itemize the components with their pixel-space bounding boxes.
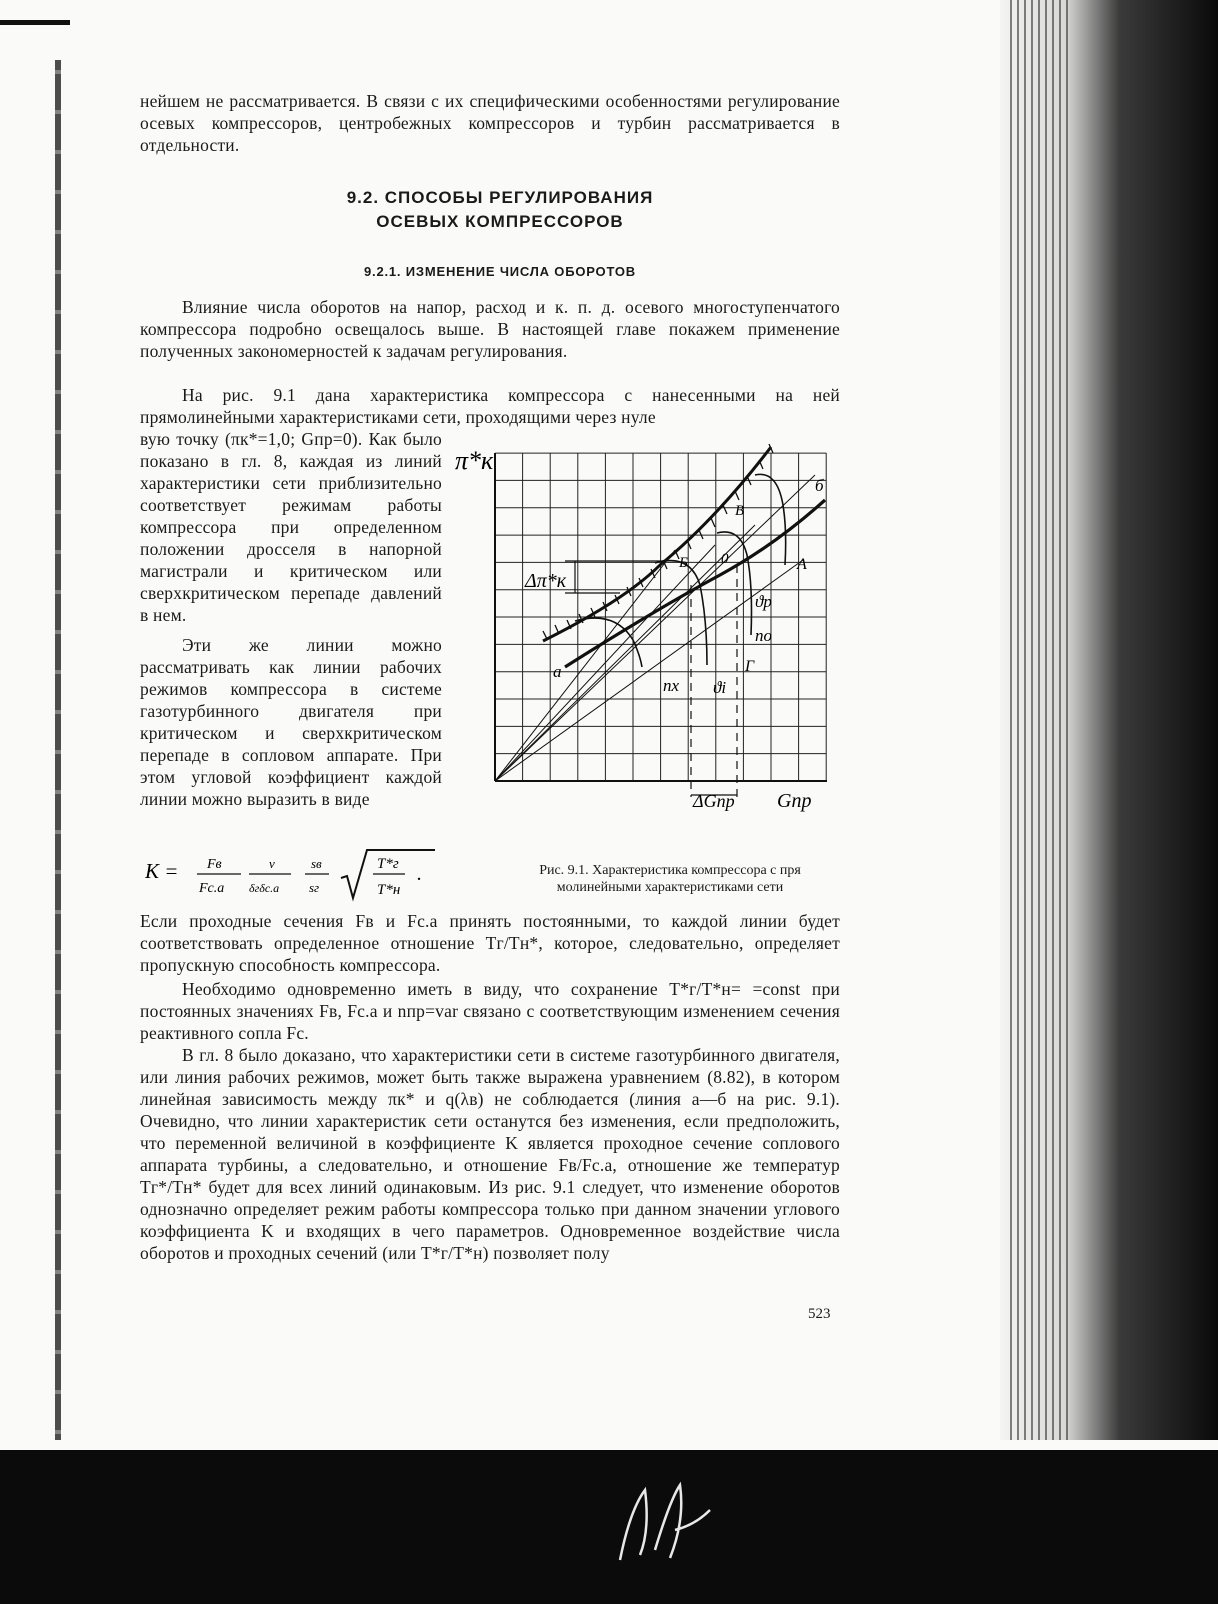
caption-line-2: молинейными характеристиками сети: [556, 880, 784, 895]
coefficient-formula: [145, 848, 455, 908]
scan-edge-mark: [0, 20, 70, 25]
paragraph-5: Необходимо одновременно иметь в виду, что сохранение T*г/T*н= =const при постоянных значениях Fв, Fс.а и nпр=var связано с соответствующим изменением сечения реактивного сопла Fс.: [140, 979, 840, 1043]
formula-f3-num: sв: [311, 856, 322, 871]
label-b-small: б: [815, 476, 824, 495]
formula-f2-num: ν: [269, 856, 275, 871]
y-axis-label: π*к: [455, 446, 494, 475]
figure-caption: [470, 862, 870, 896]
label-B: Б: [679, 555, 688, 571]
formula-lhs: K =: [145, 859, 179, 883]
formula-f4-num: T*г: [377, 856, 399, 872]
formula-f1-num: Fв: [207, 857, 222, 872]
x-axis-label: Gпр: [777, 790, 812, 812]
delta-pi-bracket: [565, 561, 665, 593]
label-theta-p: ϑр: [755, 592, 772, 611]
paragraph-4: Если проходные сечения Fв и Fс.а принять постоянными, то каждой линии будет соответствовать определенное отношение Tг/Tн*, которое, следовательно, определяет пропускную способность компрессора.: [140, 911, 840, 975]
binding-edge: [55, 60, 61, 1440]
paragraph-2-narrow: вую точку (πк*=1,0; Gпр=0). Как было показано в гл. 8, каждая из линий характеристики сети приблизительно соответствует режимам работы компрессора при определенном положении дросселя в напорной магистрали и критическом или сверхкритическом перепаде давлений в нем.: [140, 429, 442, 625]
compressor-characteristic-figure: [455, 435, 855, 835]
page-number: 523: [808, 1306, 831, 1322]
label-G: Г: [745, 658, 755, 675]
section-title-line2: ОСЕВЫХ КОМПРЕССОРОВ: [376, 212, 624, 231]
formula-f2-den: δгδс.а: [249, 881, 280, 895]
label-n-o: nо: [755, 626, 772, 645]
caption-line-1: Рис. 9.1. Характеристика компрессора с пря: [539, 863, 801, 878]
label-a: а: [553, 662, 562, 681]
paragraph-6: В гл. 8 было доказано, что характеристики сети в системе газотурбинного двигателя, или линия рабочих режимов, может быть также выражена уравнением (8.82), в котором линейная зависимость между πк* и q(λв) не соблюдается (линия а—б на рис. 9.1). Очевидно, что линии характеристик сети останутся без изменения, если предположить, что переменной величиной в коэффициенте K является проходное сечение соплового аппарата турбины, а следовательно, и отношение Fв/Fс.а, отношение же температур Tг*/Tн* будет для всех линий одинаковым. Из рис. 9.1 следует, что изменение оборотов однозначно определяет режим работы компрессора только при данном значении углового коэффициента K и входящих в чего параметров. Одновременное воздействие числа оборотов и проходных сечений (или T*г/T*н) позволяет полу: [140, 1045, 840, 1263]
label-V: В: [735, 503, 745, 519]
paragraph-1: Влияние числа оборотов на напор, расход и к. п. д. осевого многоступенчатого компрессора подробно освещалось выше. В настоящей главе покажем применение полученных закономерностей к задачам регулирования.: [140, 297, 840, 361]
label-theta-i: ϑi: [713, 678, 727, 697]
handwritten-mark: [600, 1470, 740, 1570]
page-edge-stripes: [1010, 0, 1070, 1440]
formula-end: .: [417, 863, 422, 885]
delta-pi-label: Δπ*к: [525, 570, 567, 592]
label-n-x: nх: [663, 676, 680, 695]
formula-f4-den: T*н: [377, 882, 401, 898]
paragraph-2-full: На рис. 9.1 дана характеристика компрессора с нанесенными на ней прямолинейными характеристиками сети, проходящими через нуле: [140, 385, 840, 427]
label-O: 0: [721, 551, 729, 567]
formula-f3-den: sг: [309, 880, 320, 895]
section-title-line1: 9.2. СПОСОБЫ РЕГУЛИРОВАНИЯ: [346, 188, 654, 207]
label-A: А: [797, 556, 807, 573]
subsection-title: 9.2.1. ИЗМЕНЕНИЕ ЧИСЛА ОБОРОТОВ: [364, 264, 636, 279]
paragraph-3-narrow: Эти же линии можно рассматривать как линии рабочих режимов компрессора в системе газотурбинного двигателя при критическом и сверхкритическом перепаде в сопловом аппарате. При этом угловой коэффициент каждой линии можно выразить в виде: [140, 635, 442, 809]
intro-paragraph: нейшем не рассматривается. В связи с их специфическими особенностями регулирование осевых компрессоров, центробежных компрессоров и турбин рассматривается в отдельности.: [140, 91, 840, 155]
formula-f1-den: Fс.а: [199, 881, 225, 896]
delta-g-label: ΔGпр: [693, 791, 735, 811]
